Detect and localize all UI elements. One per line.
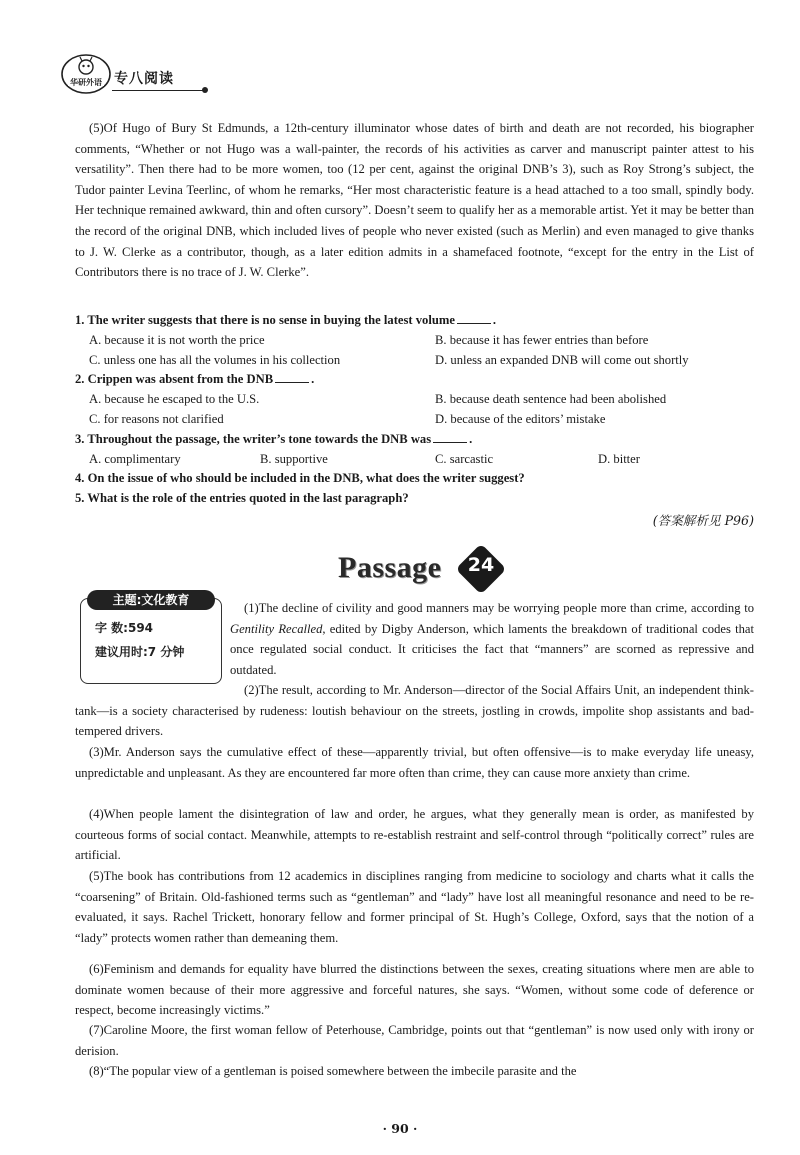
option-a: A. complimentary xyxy=(89,451,181,466)
question-stem: 4. On the issue of who should be included in the DNB, what does the writer suggest? xyxy=(75,471,525,486)
option-c: C. unless one has all the volumes in his collection xyxy=(89,352,341,367)
option-d: D. because of the editors’ mistake xyxy=(435,411,606,426)
question-2: 2. Crippen was absent from the DNB . xyxy=(75,372,315,387)
options-row xyxy=(75,410,755,430)
passage-title xyxy=(338,549,508,591)
question-stem: 2. Crippen was absent from the DNB xyxy=(75,372,274,387)
paragraph-6: (6)Feminism and demands for equality have blurred the distinctions between the sexes, creating situations where men are able to dominate women because of their more aggressive and forceful natures, she says. “Women, without some code of deference or respect, become increasingly victims.” xyxy=(75,962,754,1018)
option-a: A. because he escaped to the U.S. xyxy=(89,392,260,407)
question-list xyxy=(75,311,755,509)
passage-word: Passage xyxy=(338,551,442,584)
answer-blank xyxy=(275,370,309,383)
option-c: C. for reasons not clarified xyxy=(89,411,224,426)
paragraph-7: (7)Caroline Moore, the first woman fellow of Peterhouse, Cambridge, points out that “gentleman” is now used only with irony or derision. xyxy=(75,1023,754,1058)
question-5 xyxy=(75,489,755,509)
answer-blank xyxy=(433,430,467,443)
paragraph-8: (8)“The popular view of a gentleman is poised somewhere between the imbecile parasite and the xyxy=(89,1064,577,1078)
options-row xyxy=(75,331,755,351)
paragraph-3: (3)Mr. Anderson says the cumulative effect of these—apparently trivial, but often offensive—is to make everyday life uneasy, unpredictable and unpleasant. As they are encountered far more often than crime, they can cause more anxiety than crime. xyxy=(75,745,754,780)
section-title: 专八阅读 xyxy=(114,71,174,87)
option-a: A. because it is not worth the price xyxy=(89,332,265,347)
option-d: D. bitter xyxy=(598,451,640,466)
options-row xyxy=(75,390,755,410)
option-c: C. sarcastic xyxy=(435,451,494,466)
header-dot xyxy=(202,87,208,93)
question-stem: 1. The writer suggests that there is no sense in buying the latest volume xyxy=(75,313,455,327)
paragraph-1: (1)The decline of civility and good manners may be worrying people more than crime, according to Gentility Recalled, edited by Digby Anderson, which laments the breakdown of traditional codes that once regulated social conduct. It criticises the fact that “manners” are scorned as repressive and outdated. xyxy=(230,601,754,677)
paragraph-5-p24: (5)The book has contributions from 12 academics in disciplines ranging from medicine to sociology and charts what it calls the “coarsening” of Britain. Old-fashioned terms such as “gentleman” and “lady” have lost all meaningful resonance and need to be re-evaluated, it says. Rachel Trickett, honorary fellow and former principal of St. Hugh’s College, Oxford, says that the notion of a “lady” protects women rather than demeaning them. xyxy=(75,869,754,945)
question-stem: 3. Throughout the passage, the writer’s tone towards the DNB was xyxy=(75,431,432,446)
paragraph-5: (5)Of Hugo of Bury St Edmunds, a 12th-century illuminator whose dates of birth and death are not recorded, his biographer comments, “Whether or not Hugo was a wall-painter, the records of his activities as carver and manuscript painter attest to his versatility”. Then there had to be more women, too (12 per cent, against the original DNB’s 3), such as Roy Strong’s subject, the Tudor painter Levina Teerlinc, of whom he remarks, “Her most characteristic feature is a head attached to a too small, spindly body. Her technique remained awkward, thin and often cursory”. Doesn’t seem to qualify her as a memorable artist. Yet it may be better than the record of the original DNB, which included lives of people who never existed (such as Merlin) and even managed to give thanks to J. W. Clerke as a contributor, though, as a later edition admits in a shamefaced footnote, “except for the entry in the List of Contributors there is no trace of J. W. Clerke”. xyxy=(75,121,754,280)
passage-info-box xyxy=(80,593,222,684)
question-stem: 5. What is the role of the entries quoted in the last paragraph? xyxy=(75,491,409,506)
question-4 xyxy=(75,469,755,489)
option-d: D. unless an expanded DNB will come out shortly xyxy=(435,352,689,367)
passage-number: 24 xyxy=(467,554,495,576)
options-row xyxy=(75,450,755,470)
question-1: 1. The writer suggests that there is no sense in buying the latest volume . xyxy=(75,313,497,327)
page-number: · 90 · xyxy=(382,1121,418,1136)
options-row xyxy=(75,351,755,371)
page-header xyxy=(60,50,220,100)
question-3: 3. Throughout the passage, the writer’s tone towards the DNB was . xyxy=(75,431,473,446)
suggested-time: 建议用时:7 分钟 xyxy=(95,645,185,659)
paragraph-2: (2)The result, according to Mr. Anderson—director of the Social Affairs Unit, an independent think-tank—is a society characterised by rudeness: loutish behaviour on the streets, jostling in crowds, impolite shop assistants and bad-tempered drivers. xyxy=(75,683,754,739)
word-count: 字 数:594 xyxy=(95,621,154,635)
answer-reference: (答案解析见 P96) xyxy=(652,513,754,528)
publisher-logo xyxy=(60,52,112,96)
theme-label: 主题:文化教育 xyxy=(87,590,215,610)
option-b: B. because it has fewer entries than before xyxy=(435,332,649,347)
header-rule xyxy=(112,90,204,91)
option-b: B. supportive xyxy=(260,451,328,466)
paragraph-4: (4)When people lament the disintegration of law and order, he argues, what they generally mean is order, as manifested by courteous forms of social contact. Meanwhile, attempts to re-establish restraint and self-control through “politically correct” rules are artificial. xyxy=(75,807,754,863)
book-title: Gentility Recalled xyxy=(230,621,323,636)
answer-blank xyxy=(457,311,491,324)
logo-text: 华研外语 xyxy=(70,78,102,87)
option-b: B. because death sentence had been abolished xyxy=(435,392,667,407)
